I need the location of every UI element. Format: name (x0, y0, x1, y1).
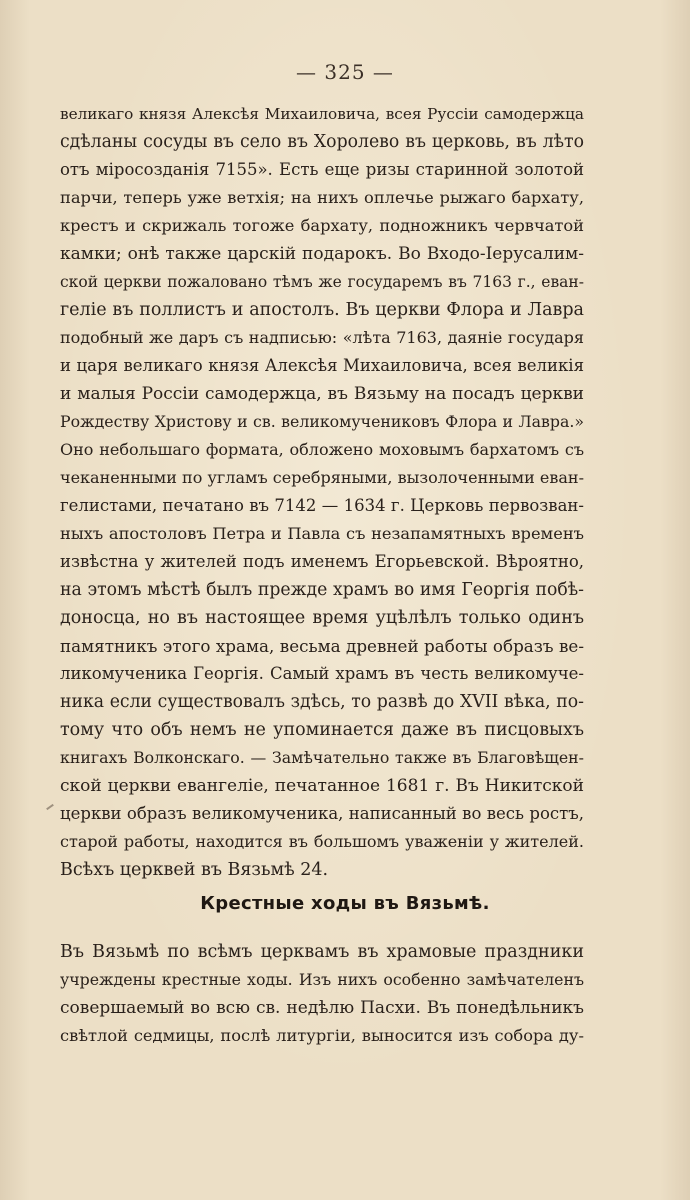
text-line: парчи, теперь уже ветхія; на нихъ оплечье рыжаго бархату, (60, 188, 584, 207)
text-line: Рождеству Христову и св. великомучениковъ Флора и Лавра.» (60, 412, 584, 431)
text-line: доносца, но въ настоящее время уцѣлѣлъ только одинъ (60, 608, 584, 628)
text-line: Оно небольшаго формата, обложено моховымъ бархатомъ съ (60, 440, 584, 459)
text-line: геліе въ поллистъ и апостолъ. Въ церкви Флора и Лавра (60, 300, 584, 320)
text-line: учреждены крестные ходы. Изъ нихъ особенно замѣчателенъ (60, 970, 584, 989)
text-line: сдѣланы сосуды въ село въ Хоролево въ церковь, въ лѣто (60, 132, 584, 152)
text-line: свѣтлой седмицы, послѣ литургіи, выносится изъ собора ду- (60, 1026, 584, 1045)
text-line: и малыя Россіи самодержца, въ Вязьму на посадъ церкви (60, 384, 584, 404)
text-line: гелистами, печатано въ 7142 — 1634 г. Церковь первозван- (60, 496, 584, 515)
text-line: камки; онѣ также царскій подарокъ. Во Входо-Іерусалим- (60, 244, 584, 264)
text-line: на этомъ мѣстѣ былъ прежде храмъ во имя Георгія побѣ- (60, 580, 584, 600)
text-line: Всѣхъ церквей въ Вязьмѣ 24. (60, 860, 329, 880)
text-line: подобный же даръ съ надписью: «лѣта 7163, даяніе государя (60, 328, 584, 347)
text-line: ника если существовалъ здѣсь, то развѣ до XVII вѣка, по- (60, 692, 584, 712)
text-line: и царя великаго князя Алексѣя Михаиловича, всея великія (60, 356, 584, 375)
text-line: крестъ и скрижаль тогоже бархату, подножникъ червчатой (60, 216, 584, 235)
text-line: великаго князя Алексѣя Михаиловича, всея Руссіи самодержца (60, 105, 584, 123)
section-heading: Крестные ходы въ Вязьмѣ. (200, 893, 490, 914)
text-line: старой работы, находится въ большомъ уваженіи у жителей. (60, 832, 584, 851)
text-line: ныхъ апостоловъ Петра и Павла съ незапамятныхъ временъ (60, 524, 584, 543)
text-line: извѣстна у жителей подъ именемъ Егорьевской. Вѣроятно, (60, 552, 584, 571)
text-line: ской церкви евангеліе, печатанное 1681 г. Въ Никитской (60, 776, 584, 796)
paragraph-1 (60, 100, 584, 884)
text-line: ской церкви пожаловано тѣмъ же государемъ въ 7163 г., еван- (60, 273, 584, 291)
text-line: тому что объ немъ не упоминается даже въ писцовыхъ (60, 720, 584, 740)
text-line: чеканенными по угламъ серебряными, вызолоченными еван- (60, 468, 584, 487)
margin-mark (46, 804, 54, 810)
text-line: совершаемый во всю св. недѣлю Пасхи. Въ понедѣльникъ (60, 998, 584, 1018)
text-line: книгахъ Волконскаго. — Замѣчательно также въ Благовѣщен- (60, 748, 584, 767)
text-line: отъ міросозданія 7155». Есть еще ризы старинной золотой (60, 160, 584, 179)
text-line: церкви образъ великомученика, написанный во весь ростъ, (60, 804, 584, 823)
page-number: — 325 — (296, 60, 394, 84)
text-line: памятникъ этого храма, весьма древней работы образъ ве- (60, 636, 584, 656)
text-line: Въ Вязьмѣ по всѣмъ церквамъ въ храмовые праздники (60, 942, 584, 962)
paragraph-2 (60, 938, 584, 1050)
text-line: ликомученика Георгія. Самый храмъ въ честь великомуче- (60, 664, 584, 683)
